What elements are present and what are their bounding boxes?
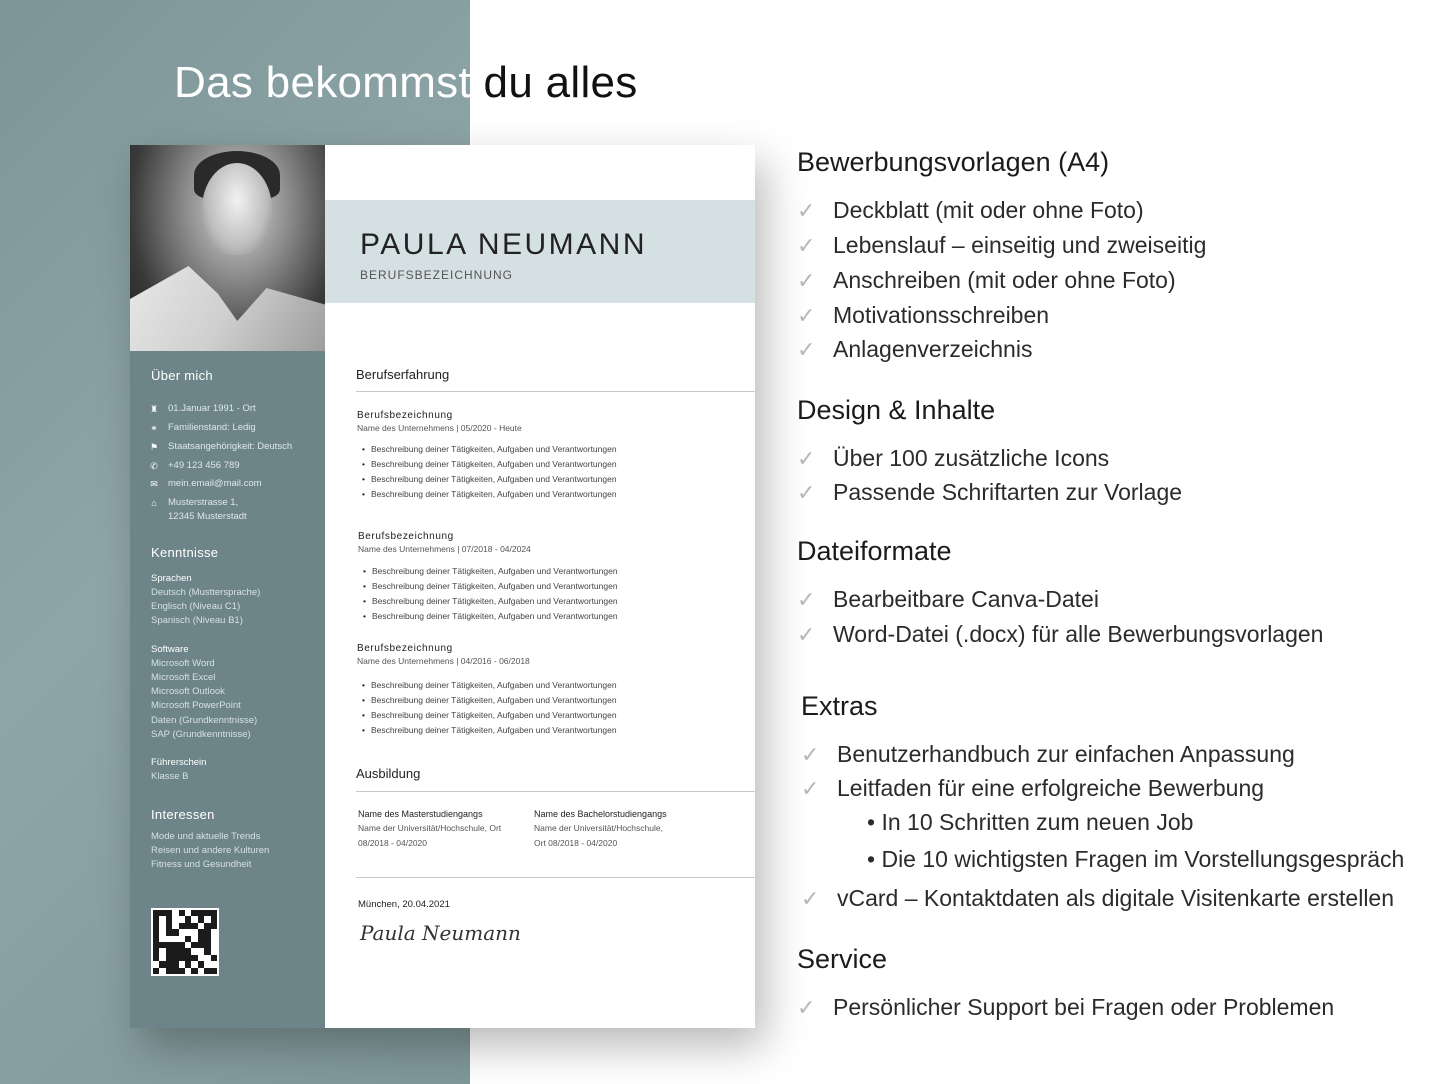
feature-item xyxy=(797,445,1109,472)
job-sub: Name des Unternehmens | 04/2016 - 06/2018 xyxy=(357,656,530,666)
feature-subitem: • In 10 Schritten zum neuen Job xyxy=(867,809,1194,835)
job-bullet: • Beschreibung deiner Tätigkeiten, Aufgaben und Verantwortungen xyxy=(362,725,617,735)
job-bullet: • Beschreibung deiner Tätigkeiten, Aufgaben und Verantwortungen xyxy=(363,611,618,621)
section-heading: Bewerbungsvorlagen (A4) xyxy=(797,147,1110,177)
about-row xyxy=(148,440,292,454)
job-bullet: • Beschreibung deiner Tätigkeiten, Aufgaben und Verantwortungen xyxy=(362,444,617,454)
education-title: Name des Bachelorstudiengangs xyxy=(534,809,667,819)
feature-subtext: In 10 Schritten zum neuen Job xyxy=(881,809,1194,835)
feature-text: Lebenslauf – einseitig und zweiseitig xyxy=(833,232,1207,258)
check-icon: ✓ xyxy=(797,302,816,328)
cv-name: PAULA NEUMANN xyxy=(360,228,648,261)
feature-text: Word-Datei (.docx) für alle Bewerbungsvorlagen xyxy=(833,621,1324,647)
feature-item xyxy=(797,232,1206,259)
feature-item xyxy=(801,885,1394,912)
about-row xyxy=(148,496,247,524)
check-icon: ✓ xyxy=(801,741,820,767)
software-item: Microsoft Word xyxy=(151,658,215,669)
job-bullet: • Beschreibung deiner Tätigkeiten, Aufgaben und Verantwortungen xyxy=(362,474,617,484)
license-item: Klasse B xyxy=(151,771,189,782)
job-bullet: • Beschreibung deiner Tätigkeiten, Aufgaben und Verantwortungen xyxy=(363,581,618,591)
check-icon: ✓ xyxy=(797,586,816,612)
about-text: mein.email@mail.com xyxy=(168,478,262,489)
cv-document-preview xyxy=(130,145,755,1028)
about-row xyxy=(148,459,240,473)
cv-jobtitle: BERUFSBEZEICHNUNG xyxy=(360,268,514,282)
check-icon: ✓ xyxy=(797,445,816,471)
check-icon: ✓ xyxy=(797,621,816,647)
feature-text: Leitfaden für eine erfolgreiche Bewerbung xyxy=(837,775,1265,801)
job-bullet: • Beschreibung deiner Tätigkeiten, Aufgaben und Verantwortungen xyxy=(362,680,617,690)
interest-item: Reisen und andere Kulturen xyxy=(151,845,270,856)
divider xyxy=(356,791,755,792)
section-heading: Extras xyxy=(801,691,878,721)
license-heading: Führerschein xyxy=(151,757,207,768)
feature-text: Deckblatt (mit oder ohne Foto) xyxy=(833,197,1144,223)
software-item: Daten (Grundkenntnisse) xyxy=(151,715,258,726)
signature: Paula Neumann xyxy=(360,921,521,945)
job-title: Berufsbezeichnung xyxy=(358,531,454,542)
feature-item xyxy=(797,197,1144,224)
feature-subitem: • Die 10 wichtigsten Fragen im Vorstellungsgespräch xyxy=(867,846,1405,872)
job-bullet: • Beschreibung deiner Tätigkeiten, Aufgaben und Verantwortungen xyxy=(362,695,617,705)
education-line: Ort 08/2018 - 04/2020 xyxy=(534,838,618,848)
feature-text: Motivationsschreiben xyxy=(833,302,1050,328)
divider xyxy=(356,877,755,878)
software-item: SAP (Grundkenntnisse) xyxy=(151,729,251,740)
education-detail xyxy=(534,821,663,851)
interest-item: Mode und aktuelle Trends xyxy=(151,831,261,842)
job-bullet: • Beschreibung deiner Tätigkeiten, Aufgaben und Verantwortungen xyxy=(363,596,618,606)
feature-item xyxy=(797,302,1049,329)
feature-item xyxy=(797,336,1032,363)
about-row xyxy=(148,477,262,491)
flag-icon: ⚑ xyxy=(149,442,159,452)
experience-heading: Berufserfahrung xyxy=(356,367,450,382)
language-item: Englisch (Niveau C1) xyxy=(151,601,241,612)
about-heading: Über mich xyxy=(151,368,213,383)
check-icon: ✓ xyxy=(801,885,820,911)
languages-heading: Sprachen xyxy=(151,573,192,584)
about-text: +49 123 456 789 xyxy=(168,460,240,471)
education-heading: Ausbildung xyxy=(356,766,421,781)
headline-part-2: du alles xyxy=(483,58,638,107)
job-bullet: • Beschreibung deiner Tätigkeiten, Aufgaben und Verantwortungen xyxy=(362,459,617,469)
job-sub: Name des Unternehmens | 07/2018 - 04/2024 xyxy=(358,544,531,554)
software-item: Microsoft Excel xyxy=(151,672,216,683)
rings-icon: ⚭ xyxy=(150,423,158,433)
education-title: Name des Masterstudiengangs xyxy=(358,809,483,819)
mail-icon: ✉ xyxy=(150,479,158,489)
divider xyxy=(356,391,755,392)
feature-item xyxy=(797,586,1099,613)
job-title: Berufsbezeichnung xyxy=(357,643,453,654)
check-icon: ✓ xyxy=(797,267,816,293)
job-bullet: • Beschreibung deiner Tätigkeiten, Aufgaben und Verantwortungen xyxy=(363,566,618,576)
about-text: Familienstand: Ledig xyxy=(168,422,256,433)
feature-subtext: Die 10 wichtigsten Fragen im Vorstellungsgespräch xyxy=(881,846,1405,872)
language-item: Deutsch (Musttersprache) xyxy=(151,587,261,598)
cv-sidebar xyxy=(130,145,325,1028)
about-text: Musterstrasse 1, xyxy=(168,497,239,508)
place-date: München, 20.04.2021 xyxy=(358,899,450,910)
job-bullet: • Beschreibung deiner Tätigkeiten, Aufgaben und Verantwortungen xyxy=(362,710,617,720)
interest-item: Fitness und Gesundheit xyxy=(151,859,252,870)
feature-text: vCard – Kontaktdaten als digitale Visitenkarte erstellen xyxy=(837,885,1395,911)
profile-photo xyxy=(130,145,325,351)
home-icon: ⌂ xyxy=(151,498,157,508)
software-heading: Software xyxy=(151,644,189,655)
birthday-cake-icon: ♜ xyxy=(149,404,159,414)
feature-item xyxy=(797,994,1334,1021)
section-heading: Service xyxy=(797,944,888,974)
feature-item xyxy=(797,621,1323,648)
check-icon: ✓ xyxy=(797,197,816,223)
check-icon: ✓ xyxy=(801,775,820,801)
interests-heading: Interessen xyxy=(151,807,215,822)
education-line: 08/2018 - 04/2020 xyxy=(358,838,428,848)
about-row xyxy=(148,402,256,416)
feature-text: Persönlicher Support bei Fragen oder Problemen xyxy=(833,994,1335,1020)
feature-text: Bearbeitbare Canva-Datei xyxy=(833,586,1099,612)
skills-heading: Kenntnisse xyxy=(151,545,219,560)
about-text: 01.Januar 1991 - Ort xyxy=(168,403,256,414)
education-line: Name der Universität/Hochschule, Ort xyxy=(358,823,502,833)
check-icon: ✓ xyxy=(797,232,816,258)
language-item: Spanisch (Niveau B1) xyxy=(151,615,243,626)
feature-text: Passende Schriftarten zur Vorlage xyxy=(833,479,1183,505)
feature-text: Anlagenverzeichnis xyxy=(833,336,1033,362)
feature-item xyxy=(801,741,1295,768)
section-heading: Dateiformate xyxy=(797,536,952,566)
about-row xyxy=(148,421,256,435)
about-text: 12345 Musterstadt xyxy=(168,511,247,522)
check-icon: ✓ xyxy=(797,479,816,505)
check-icon: ✓ xyxy=(797,336,816,362)
headline-part-1: Das bekommst xyxy=(174,58,472,107)
feature-item xyxy=(797,479,1182,506)
job-bullet: • Beschreibung deiner Tätigkeiten, Aufgaben und Verantwortungen xyxy=(362,489,617,499)
feature-text: Benutzerhandbuch zur einfachen Anpassung xyxy=(837,741,1295,767)
check-icon: ✓ xyxy=(797,994,816,1020)
education-line: Name der Universität/Hochschule, xyxy=(534,823,663,833)
section-heading: Design & Inhalte xyxy=(797,395,996,425)
headline xyxy=(174,58,638,108)
software-item: Microsoft Outlook xyxy=(151,686,225,697)
education-detail xyxy=(358,821,501,851)
qr-code xyxy=(151,908,219,976)
feature-text: Über 100 zusätzliche Icons xyxy=(833,445,1110,471)
feature-text: Anschreiben (mit oder ohne Foto) xyxy=(833,267,1176,293)
job-sub: Name des Unternehmens | 05/2020 - Heute xyxy=(357,423,522,433)
about-text: Staatsangehörigkeit: Deutsch xyxy=(168,441,293,452)
feature-item xyxy=(801,775,1264,802)
software-item: Microsoft PowerPoint xyxy=(151,700,241,711)
phone-icon: ✆ xyxy=(150,461,158,471)
job-title: Berufsbezeichnung xyxy=(357,410,453,421)
name-banner xyxy=(325,200,755,303)
feature-item xyxy=(797,267,1176,294)
